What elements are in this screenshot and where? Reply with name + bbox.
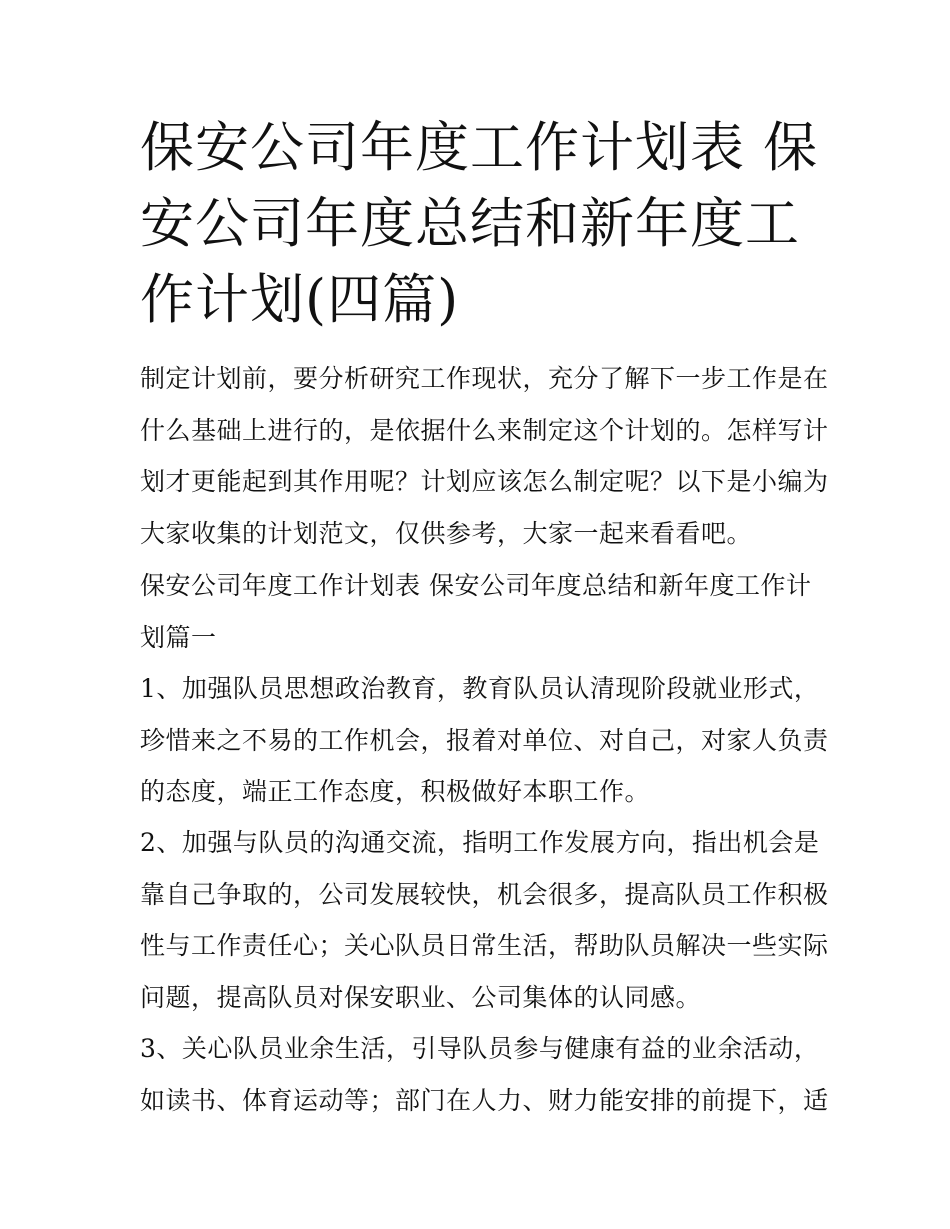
document-title: 保安公司年度工作计划表 保安公司年度总结和新年度工作计划(四篇): [140, 116, 819, 331]
section-heading: 保安公司年度工作计划表 保安公司年度总结和新年度工作计划篇一: [140, 571, 812, 652]
intro-paragraph: 制定计划前，要分析研究工作现状，充分了解下一步工作是在什么基础上进行的，是依据什么来制定这个计划的。怎样写计划才更能起到其作用呢？计划应该怎么制定呢？以下是小编为大家收集的计划范文，仅供参考，大家一起来看看吧。: [140, 364, 829, 548]
list-item: 3、关心队员业余生活，引导队员参与健康有益的业余活动，如读书、体育运动等；部门在人力、财力能安排的前提下，适: [140, 1034, 829, 1115]
list-item: 1、加强队员思想政治教育，教育队员认清现阶段就业形式，珍惜来之不易的工作机会，报着对单位、对自己，对家人负责的态度，端正工作态度，积极做好本职工作。: [140, 674, 829, 806]
list-item: 2、加强与队员的沟通交流，指明工作发展方向，指出机会是靠自己争取的，公司发展较快，机会很多，提高队员工作积极性与工作责任心；关心队员日常生活，帮助队员解决一些实际问题，提高队员对保安职业、公司集体的认同感。: [140, 828, 829, 1012]
